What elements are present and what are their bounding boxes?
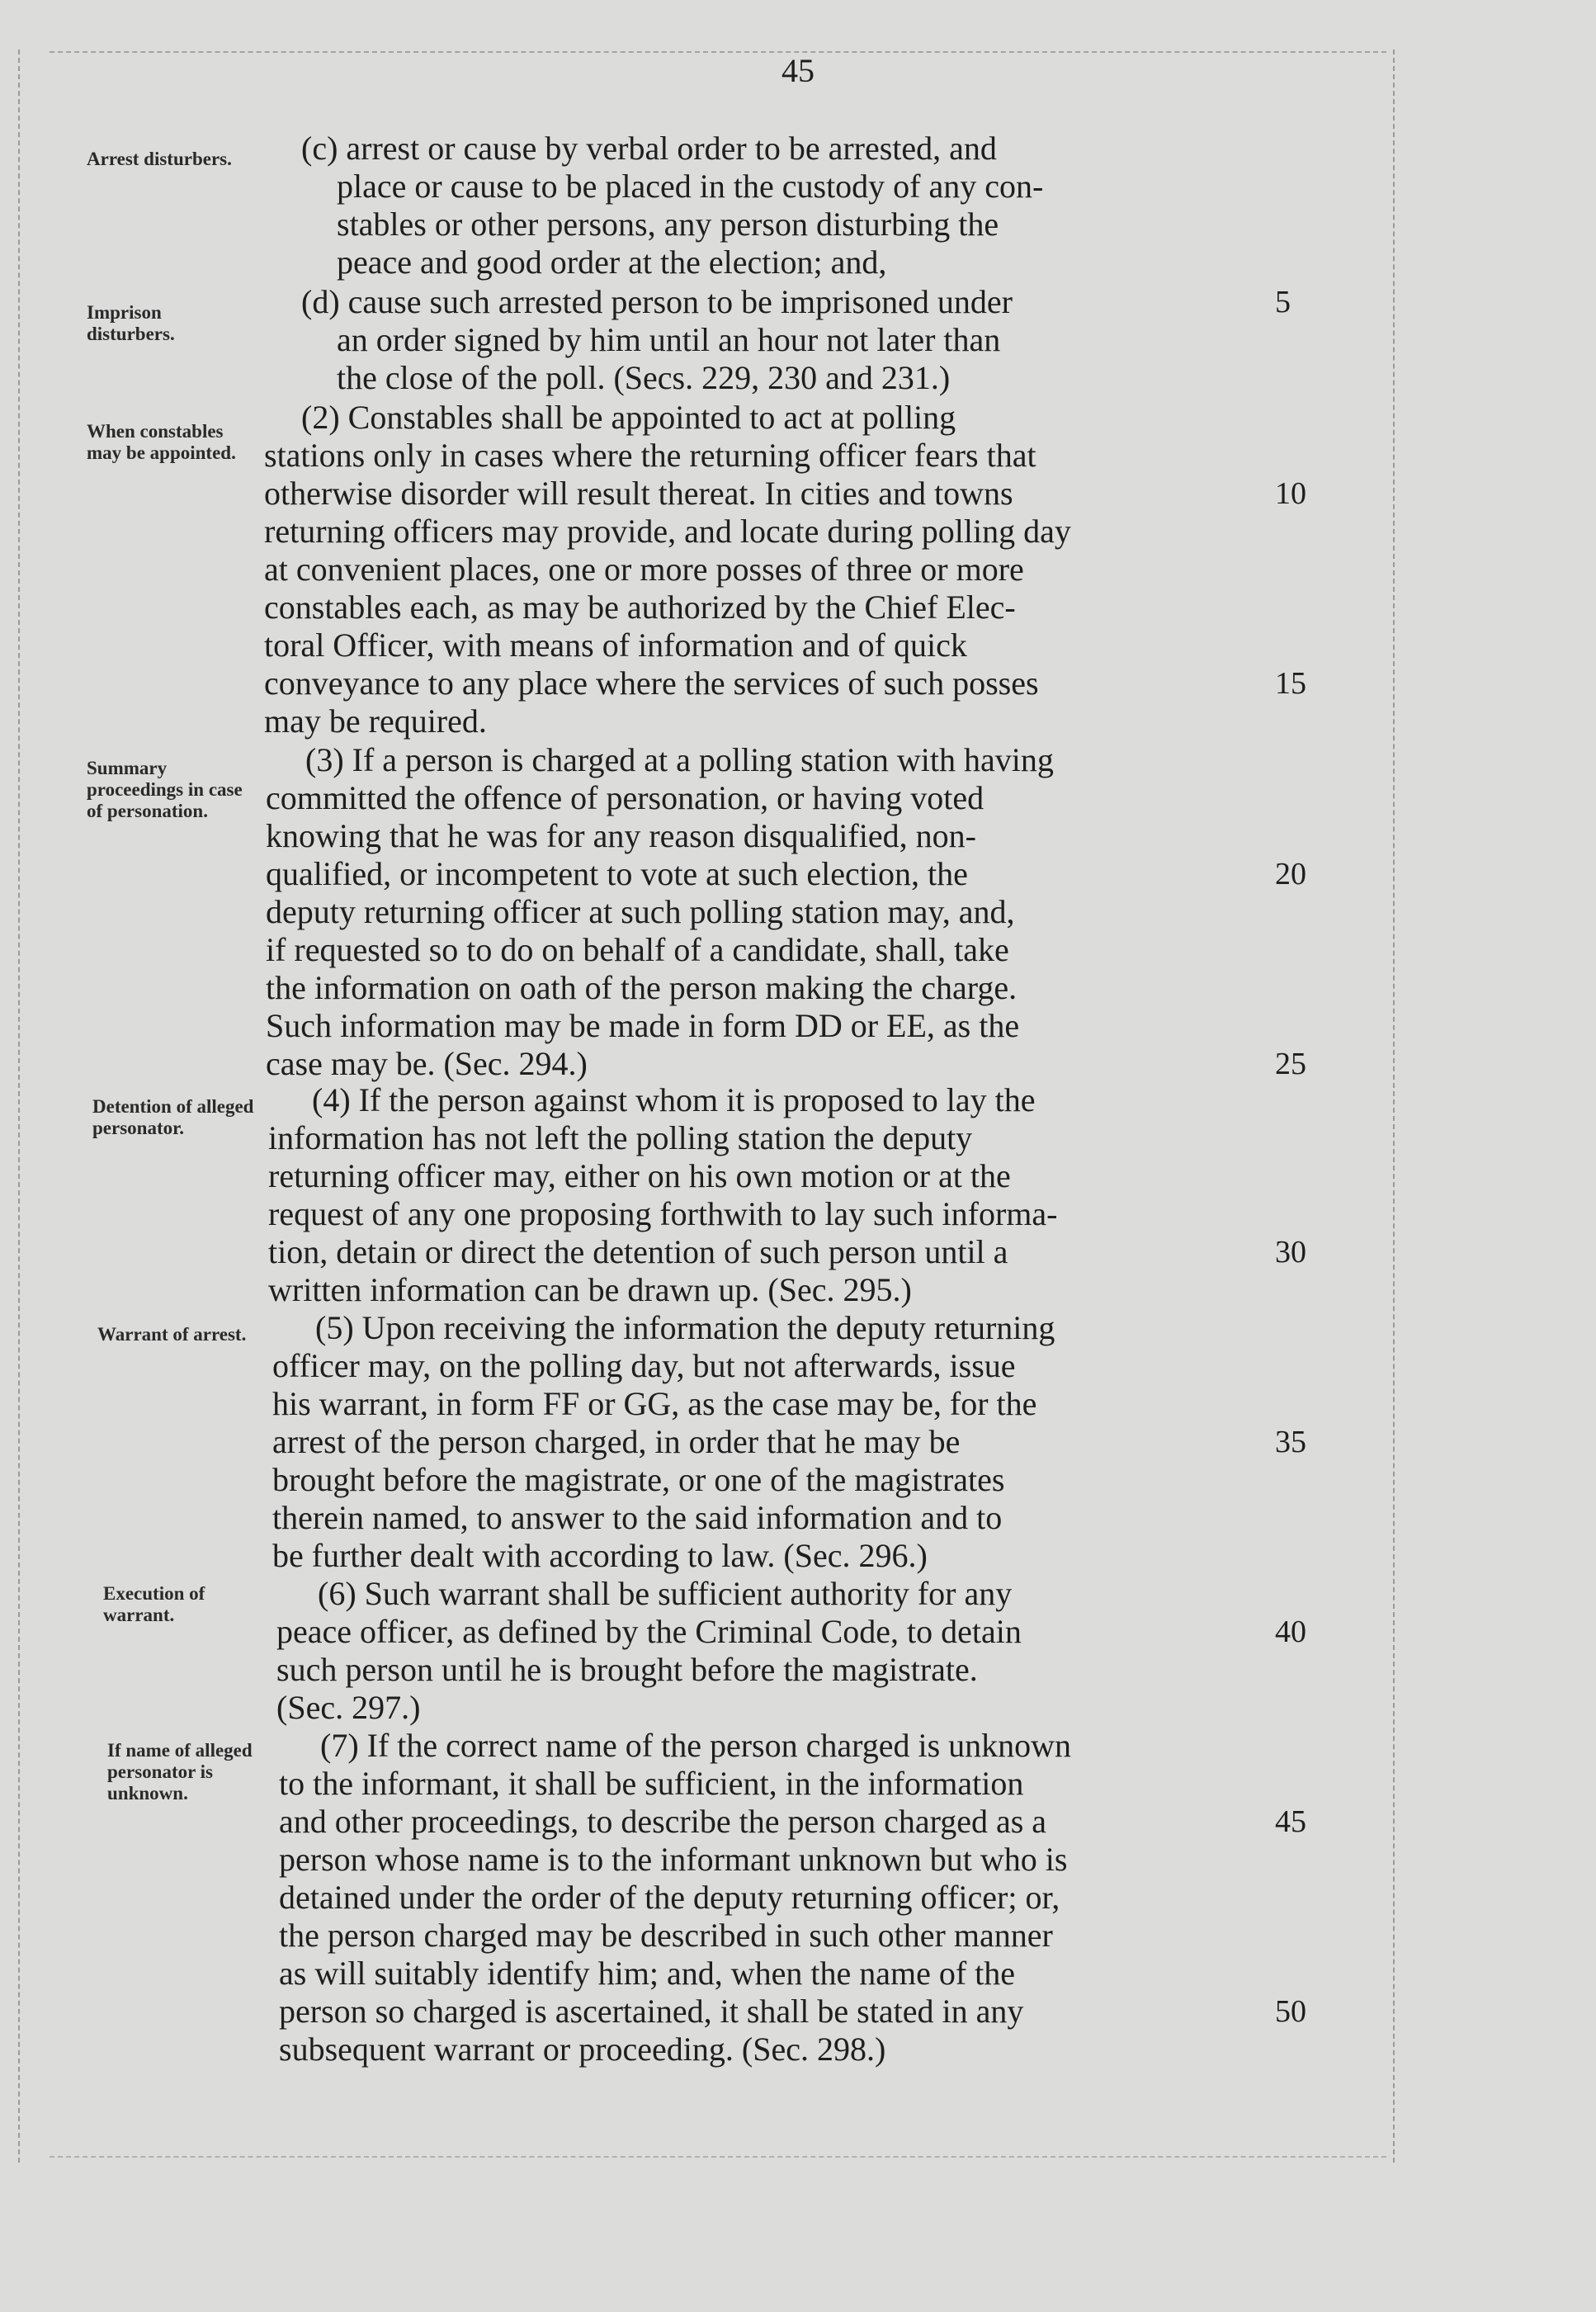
body-line: stables or other persons, any person disturbing the [337, 206, 999, 243]
margin-note-name-unknown: If name of alleged personator is unknown. [107, 1740, 253, 1804]
margin-note-arrest-disturbers: Arrest disturbers. [87, 149, 232, 169]
body-line: such person until he is brought before the magistrate. [276, 1651, 978, 1688]
body-line: information has not left the polling station the deputy [268, 1119, 973, 1156]
body-line: written information can be drawn up. (Sec. 295.) [268, 1271, 912, 1308]
body-line: to the informant, it shall be sufficient, in the information [279, 1765, 1024, 1802]
body-line: committed the offence of personation, or having voted [266, 779, 985, 816]
body-line: peace and good order at the election; and, [337, 243, 887, 281]
body-line: stations only in cases where the returning officer fears that [264, 437, 1036, 474]
body-line: tion, detain or direct the detention of such person until a [268, 1233, 1008, 1270]
body-line: an order signed by him until an hour not later than [337, 321, 1001, 358]
body-line: request of any one proposing forthwith to lay such informa- [268, 1195, 1058, 1232]
body-line: case may be. (Sec. 294.) [266, 1045, 588, 1082]
body-line: peace officer, as defined by the Criminal Code, to detain [276, 1613, 1022, 1650]
body-line: place or cause to be placed in the custody of any con- [337, 168, 1044, 205]
body-line: arrest of the person charged, in order that he may be [272, 1423, 961, 1460]
body-line: toral Officer, with means of information and of quick [264, 626, 967, 664]
line-number: 50 [1275, 1994, 1306, 2029]
body-line: the information on oath of the person making the charge. [266, 969, 1018, 1006]
line-number: 30 [1275, 1235, 1306, 1269]
left-edge-line [18, 50, 20, 2163]
body-line: his warrant, in form FF or GG, as the case may be, for the [272, 1385, 1037, 1422]
body-line: returning officer may, either on his own motion or at the [268, 1157, 1011, 1194]
margin-note-imprison-disturbers: Imprison disturbers. [87, 302, 175, 344]
body-line: (c) arrest or cause by verbal order to be arrested, and [301, 130, 997, 167]
body-line: the close of the poll. (Secs. 229, 230 and 231.) [337, 359, 951, 396]
body-line: (6) Such warrant shall be sufficient authority for any [318, 1575, 1013, 1612]
margin-note-when-constables: When constables may be appointed. [87, 421, 236, 463]
body-line: person whose name is to the informant unknown but who is [279, 1841, 1068, 1878]
body-line: and other proceedings, to describe the person charged as a [279, 1803, 1047, 1840]
body-line: person so charged is ascertained, it shall be stated in any [279, 1993, 1024, 2030]
body-line: (5) Upon receiving the information the deputy returning [315, 1309, 1055, 1346]
body-line: otherwise disorder will result thereat. In cities and towns [264, 475, 1013, 512]
body-line: (4) If the person against whom it is proposed to lay the [312, 1081, 1036, 1118]
line-number: 25 [1275, 1047, 1306, 1081]
bottom-rule [50, 2156, 1386, 2158]
margin-note-execution-of-warrant: Execution of warrant. [103, 1583, 205, 1625]
body-line: subsequent warrant or proceeding. (Sec. 298.) [279, 2031, 886, 2068]
body-line: qualified, or incompetent to vote at such election, the [266, 855, 968, 892]
body-line: therein named, to answer to the said information and to [272, 1499, 1003, 1536]
line-number: 35 [1275, 1425, 1306, 1459]
body-line: at convenient places, one or more posses of three or more [264, 551, 1024, 588]
body-line: be further dealt with according to law. (Sec. 296.) [272, 1537, 928, 1574]
margin-note-summary-proceedings: Summary proceedings in case of personation. [87, 758, 243, 821]
line-number: 15 [1275, 666, 1306, 701]
body-line: (d) cause such arrested person to be imprisoned under [301, 283, 1013, 320]
body-line: may be required. [264, 702, 487, 740]
body-line: brought before the magistrate, or one of the magistrates [272, 1461, 1005, 1498]
body-line: detained under the order of the deputy returning officer; or, [279, 1879, 1060, 1916]
body-line: knowing that he was for any reason disqualified, non- [266, 817, 976, 854]
right-edge-line [1393, 50, 1395, 2163]
body-line: returning officers may provide, and locate during polling day [264, 513, 1071, 550]
page-number: 45 [781, 52, 815, 89]
body-line: the person charged may be described in such other manner [279, 1917, 1053, 1954]
body-line: as will suitably identify him; and, when the name of the [279, 1955, 1016, 1992]
line-number: 5 [1275, 285, 1291, 319]
body-line: deputy returning officer at such polling station may, and, [266, 893, 1015, 930]
margin-note-detention: Detention of alleged personator. [92, 1096, 254, 1138]
line-number: 40 [1275, 1615, 1306, 1649]
body-line: if requested so to do on behalf of a candidate, shall, take [266, 931, 1009, 968]
body-line: officer may, on the polling day, but not afterwards, issue [272, 1347, 1016, 1384]
line-number: 10 [1275, 476, 1306, 511]
body-line: (2) Constables shall be appointed to act at polling [301, 399, 956, 436]
body-line: (3) If a person is charged at a polling station with having [305, 741, 1054, 778]
body-line: (Sec. 297.) [276, 1689, 421, 1726]
line-number: 45 [1275, 1804, 1306, 1839]
line-number: 20 [1275, 857, 1306, 891]
margin-note-warrant-of-arrest: Warrant of arrest. [97, 1324, 247, 1345]
body-line: constables each, as may be authorized by the Chief Elec- [264, 589, 1016, 626]
body-line: Such information may be made in form DD or EE, as the [266, 1007, 1020, 1044]
body-line: conveyance to any place where the services of such posses [264, 664, 1039, 702]
body-line: (7) If the correct name of the person charged is unknown [320, 1727, 1072, 1764]
